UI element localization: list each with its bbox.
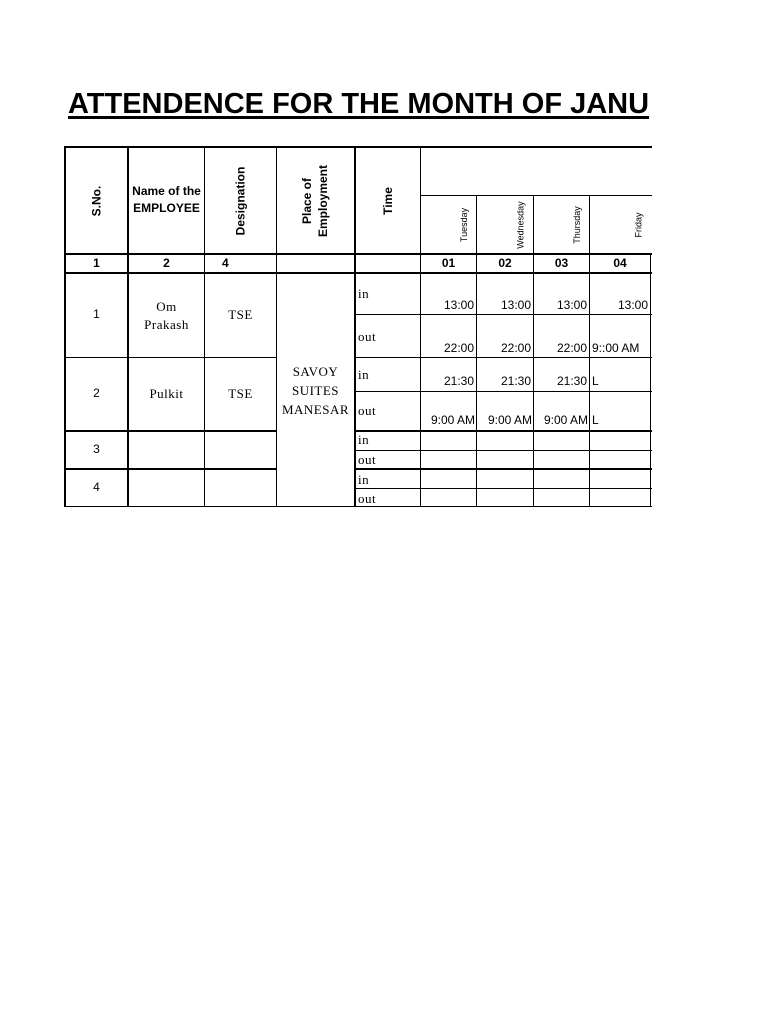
cell-out-day-1: 9:00 AM [430, 413, 475, 427]
header-place: Place of Employment [300, 164, 331, 237]
cell-out-day-3: 22:00 [556, 341, 587, 355]
row-sno: 1 [93, 307, 100, 321]
page-title: ATTENDENCE FOR THE MONTH OF JANU [68, 88, 650, 120]
cell-out-day-2: 22:00 [500, 341, 531, 355]
col-number-day-1: 01 [441, 256, 456, 270]
cell-out-day-2: 9:00 AM [487, 413, 532, 427]
cell-out-day-3: 9:00 AM [543, 413, 588, 427]
col-number-designation: 4 [222, 256, 229, 270]
cell-in-day-1: 21:30 [443, 374, 474, 388]
row-sno: 3 [93, 442, 100, 456]
row-out-label: out [358, 403, 377, 418]
cell-out-day-4: 9::00 AM [592, 341, 640, 355]
row-in-label: in [358, 472, 370, 487]
col-number-day-4: 04 [613, 256, 627, 270]
row-sno: 4 [93, 480, 100, 494]
header-day-tuesday: Tuesday [459, 207, 469, 242]
row-out-label: out [358, 452, 377, 467]
col-number-sno: 1 [93, 256, 100, 270]
place-of-employment: SAVOY SUITES MANESAR [281, 364, 350, 417]
row-sno: 2 [93, 386, 100, 400]
cell-out-day-4: L [592, 413, 599, 427]
cell-in-day-3: 13:00 [556, 298, 587, 312]
row-in-label: in [358, 286, 370, 301]
row-employee-name: Om Prakash [144, 299, 189, 332]
row-employee-name: Pulkit [149, 386, 184, 401]
cell-in-day-3: 21:30 [556, 374, 587, 388]
header-day-wednesday: Wednesday [516, 200, 526, 249]
row-designation: TSE [228, 386, 253, 401]
cell-in-day-4: 13:00 [617, 298, 648, 312]
row-out-label: out [358, 491, 377, 506]
header-day-thursday: Thursday [572, 205, 582, 244]
col-number-day-2: 02 [498, 256, 512, 270]
header-sno: S.No. [89, 185, 104, 216]
header-employee-name: Name of the EMPLOYEE [132, 184, 201, 215]
header-day-friday: Friday [633, 211, 644, 238]
col-number-day-3: 03 [554, 256, 569, 270]
cell-in-day-2: 13:00 [500, 298, 531, 312]
row-in-label: in [358, 367, 370, 382]
row-out-label: out [358, 329, 377, 344]
col-number-name: 2 [163, 256, 170, 270]
cell-out-day-1: 22:00 [443, 341, 474, 355]
row-designation: TSE [228, 307, 253, 322]
row-in-label: in [358, 432, 370, 447]
header-designation: Designation [233, 166, 248, 235]
cell-in-day-1: 13:00 [443, 298, 474, 312]
cell-in-day-2: 21:30 [500, 374, 531, 388]
cell-in-day-4: L [592, 374, 599, 388]
header-time: Time [380, 186, 395, 215]
